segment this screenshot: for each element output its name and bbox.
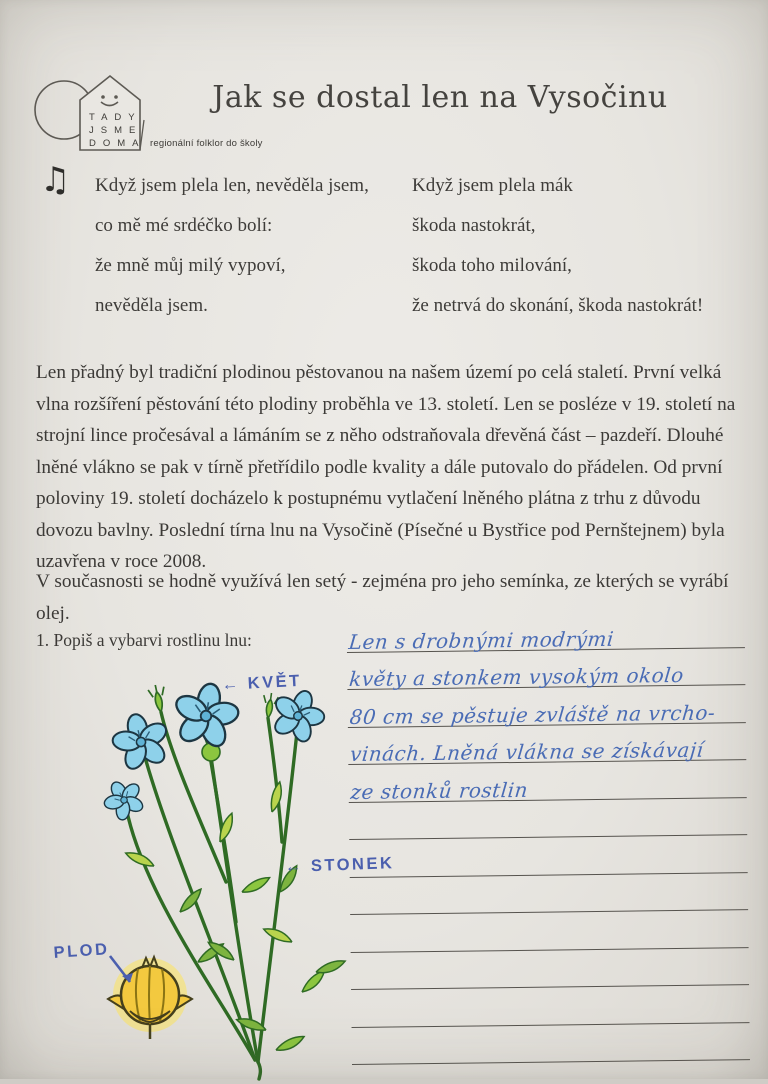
answer-line bbox=[350, 910, 748, 952]
answer-line bbox=[348, 723, 746, 765]
label-plod: PLOD bbox=[53, 940, 110, 962]
answer-text: ze stonků rostlin bbox=[349, 777, 530, 804]
answer-text: Len s drobnými modrými bbox=[347, 626, 616, 654]
answer-text: vinách. Lněná vlákna se získávají bbox=[349, 737, 705, 767]
answer-line bbox=[347, 648, 745, 690]
answer-lines bbox=[347, 610, 750, 1065]
answer-text: květy a stonkem vysokým okolo bbox=[348, 662, 685, 692]
answer-line bbox=[349, 798, 747, 840]
song-line: škoda toho milování, bbox=[412, 255, 572, 276]
music-notes-icon: ♫ bbox=[40, 160, 71, 200]
logo-word-jsme: JSME bbox=[89, 125, 143, 136]
current-use-paragraph: V současnosti se hodně využívá len setý - zejména pro jeho semínka, ze kterých se vyrábí olej. bbox=[36, 571, 729, 624]
answer-line bbox=[350, 873, 748, 915]
logo-word-doma: DOMA bbox=[89, 138, 146, 149]
label-kvet: ← KVĚT bbox=[221, 671, 303, 694]
answer-line bbox=[349, 835, 747, 877]
task-question: 1. Popiš a vybarvi rostlinu lnu: bbox=[36, 630, 252, 650]
logo-tagline: regionální folklor do školy bbox=[150, 138, 263, 149]
song-line: nevěděla jsem. bbox=[95, 295, 208, 316]
intro-paragraph: Len přadný byl tradiční plodinou pěstovanou na našem území po celá staletí. První velká vlna rozšíření pěstování této plodiny proběhla ve 13. století. Len se posléze v 19. století na strojní lince pročesával a lámáním se z něho odstraňovala dřevěná část – pazdeří. Dlouhé lněné vlákno se pak v tírně přetřídilo podle kvality a dále putovalo do přádelen. Od první poloviny 19. století docházelo k postupnému vytlačení lněného plátna z trhu z důvodu dovozu bavlny. Poslední tírna lnu na Vysočině (Písečné u Bystřice pod Pernštejnem) byla uzavřena v roce 2008. bbox=[36, 362, 736, 572]
song-line: že netrvá do skonání, škoda nastokrát! bbox=[412, 295, 704, 316]
logo-word-tady: TADY bbox=[89, 112, 142, 123]
song-verse-left bbox=[95, 166, 425, 326]
song-line: Když jsem plela len, nevěděla jsem, bbox=[95, 175, 369, 196]
answer-line bbox=[347, 685, 745, 727]
label-stonek: ← STONEK bbox=[284, 854, 395, 876]
answer-text: 80 cm se pěstuje zvláště na vrcho- bbox=[348, 700, 717, 729]
song-line: že mně můj milý vypoví, bbox=[95, 255, 286, 276]
song-verse-right bbox=[412, 166, 742, 326]
song-line: co mě mé srdéčko bolí: bbox=[95, 215, 273, 236]
song-line: Když jsem plela mák bbox=[412, 175, 573, 196]
page-title: Jak se dostal len na Vysočinu bbox=[212, 80, 668, 115]
song-line: škoda nastokrát, bbox=[412, 215, 536, 236]
answer-line bbox=[352, 1023, 750, 1065]
flax-plant-drawing bbox=[30, 660, 395, 1079]
answer-line bbox=[351, 985, 749, 1027]
answer-line bbox=[348, 760, 746, 802]
answer-line bbox=[347, 610, 745, 652]
answer-line bbox=[351, 948, 749, 990]
